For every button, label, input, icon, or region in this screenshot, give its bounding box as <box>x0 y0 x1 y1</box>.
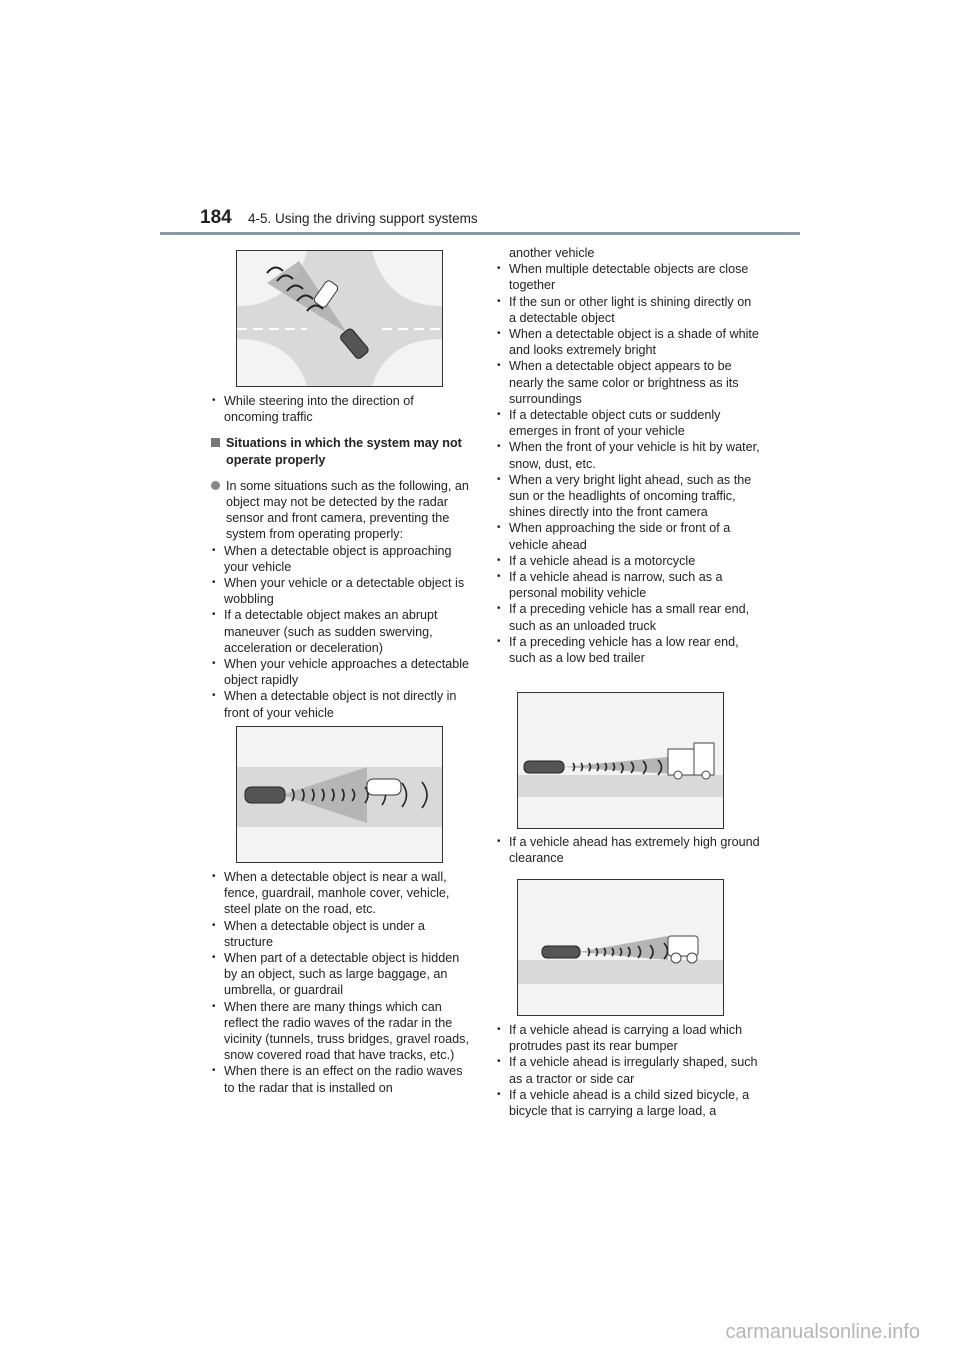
figure-oncoming-traffic-drawing <box>237 251 442 386</box>
figure-oncoming-traffic <box>236 250 443 387</box>
list-item: • When your vehicle approaches a detectable object rapidly <box>210 656 470 688</box>
right-column <box>495 245 760 666</box>
left-column <box>210 393 470 721</box>
list-item: • While steering into the direction of oncoming traffic <box>210 393 470 425</box>
list-item: • When a very bright light ahead, such as the sun or the headlights of oncoming traffic, shines directly into the front camera <box>495 472 760 521</box>
list-item: • When there is an effect on the radio waves to the radar that is installed on <box>210 1063 470 1095</box>
list-item: • When a detectable object is a shade of white and looks extremely bright <box>495 326 760 358</box>
list-item: • When a detectable object is approaching your vehicle <box>210 543 470 575</box>
list-item: • If a detectable object cuts or suddenly emerges in front of your vehicle <box>495 407 760 439</box>
list-item: • If a vehicle ahead is narrow, such as a personal mobility vehicle <box>495 569 760 601</box>
figure-unloaded-truck-drawing <box>518 693 723 828</box>
section-heading: Situations in which the system may not operate properly <box>210 435 470 467</box>
page-header <box>160 205 800 235</box>
figure-high-clearance <box>517 879 724 1016</box>
page-number: 184 <box>200 207 232 228</box>
left-column-lower <box>210 869 470 1096</box>
list-item: • If a vehicle ahead is a motorcycle <box>495 553 760 569</box>
list-item: • If a vehicle ahead has extremely high ground clearance <box>495 834 760 866</box>
list-item: • When multiple detectable objects are close together <box>495 261 760 293</box>
figure-offset-vehicle-drawing <box>237 727 442 862</box>
list-item: • When approaching the side or front of a vehicle ahead <box>495 520 760 552</box>
right-column-lower <box>495 1022 760 1119</box>
list-item: • When part of a detectable object is hidden by an object, such as large baggage, an umbrella, or guardrail <box>210 950 470 999</box>
list-item: • When a detectable object is near a wall, fence, guardrail, manhole cover, vehicle, steel plate on the road, etc. <box>210 869 470 918</box>
list-item: • When a detectable object appears to be nearly the same color or brightness as its surroundings <box>495 358 760 407</box>
list-item: • If a vehicle ahead is a child sized bicycle, a bicycle that is carrying a large load, a <box>495 1087 760 1119</box>
intro-paragraph: In some situations such as the following, an object may not be detected by the radar sensor and front camera, preventing the system from operating properly: <box>210 478 470 543</box>
list-item: • If the sun or other light is shining directly on a detectable object <box>495 294 760 326</box>
list-item: • When there are many things which can reflect the radio waves of the radar in the vicinity (tunnels, truss bridges, gravel roads, snow covered road that have tracks, etc.) <box>210 999 470 1064</box>
list-item: • If a detectable object makes an abrupt maneuver (such as sudden swerving, acceleration or deceleration) <box>210 607 470 656</box>
list-item: • When a detectable object is not directly in front of your vehicle <box>210 688 470 720</box>
figure-unloaded-truck <box>517 692 724 829</box>
list-item: • When your vehicle or a detectable object is wobbling <box>210 575 470 607</box>
figure-high-clearance-drawing <box>518 880 723 1015</box>
right-column-mid <box>495 834 760 866</box>
list-item: • If a preceding vehicle has a small rear end, such as an unloaded truck <box>495 601 760 633</box>
header-rule <box>160 232 800 235</box>
list-item: • If a preceding vehicle has a low rear end, such as a low bed trailer <box>495 634 760 666</box>
list-item: • If a vehicle ahead is carrying a load which protrudes past its rear bumper <box>495 1022 760 1054</box>
list-item: • If a vehicle ahead is irregularly shaped, such as a tractor or side car <box>495 1054 760 1086</box>
watermark: carmanualsonline.info <box>725 1321 920 1343</box>
continuation-text: another vehicle <box>509 246 595 260</box>
section-title: 4-5. Using the driving support systems <box>248 211 478 226</box>
list-item: • When the front of your vehicle is hit by water, snow, dust, etc. <box>495 439 760 471</box>
figure-offset-vehicle <box>236 726 443 863</box>
list-item: • When a detectable object is under a structure <box>210 918 470 950</box>
